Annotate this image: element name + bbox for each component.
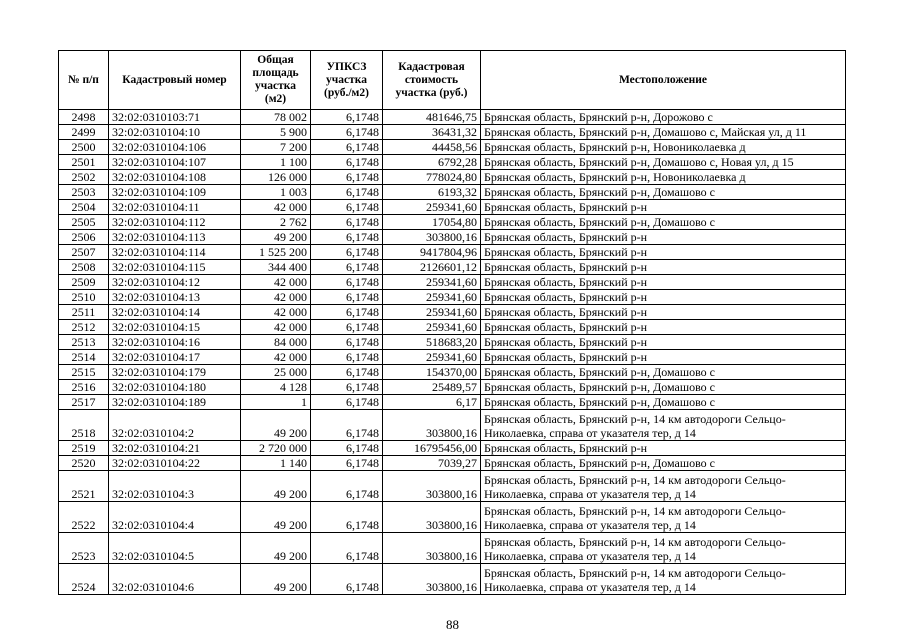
location-cell: Брянская область, Брянский р-н, Дорожово с [481,110,846,125]
table-row [59,275,846,290]
location-cell: Брянская область, Брянский р-н, Домашово с [481,456,846,471]
row-number-cell: 2509 [59,275,109,290]
area-cell: 1 [241,395,311,410]
upks-cell: 6,1748 [311,125,383,140]
table-row [59,395,846,410]
cadastral-cost-cell: 303800,16 [383,230,481,245]
location-cell: Брянская область, Брянский р-н, 14 км автодороги Сельцо-Николаевка, справа от указателя тер, д 14 [481,564,846,595]
cadastral-cost-cell: 6792,28 [383,155,481,170]
location-cell: Брянская область, Брянский р-н, Новониколаевка д [481,140,846,155]
area-cell: 49 200 [241,410,311,441]
row-number-cell: 2516 [59,380,109,395]
cadastral-number-cell: 32:02:0310104:5 [109,533,241,564]
row-number-cell: 2514 [59,350,109,365]
cadastral-number-cell: 32:02:0310104:11 [109,200,241,215]
area-cell: 2 720 000 [241,441,311,456]
location-cell: Брянская область, Брянский р-н, 14 км автодороги Сельцо-Николаевка, справа от указателя тер, д 14 [481,533,846,564]
location-cell: Брянская область, Брянский р-н [481,320,846,335]
row-number-cell: 2513 [59,335,109,350]
page-number: 88 [446,617,459,632]
cadastral-number-cell: 32:02:0310104:107 [109,155,241,170]
table-row [59,290,846,305]
area-cell: 2 762 [241,215,311,230]
upks-cell: 6,1748 [311,533,383,564]
area-cell: 42 000 [241,320,311,335]
cadastral-cost-cell: 259341,60 [383,275,481,290]
table-row [59,320,846,335]
header-cadastral-number: Кадастровый номер [109,51,241,110]
row-number-cell: 2507 [59,245,109,260]
table-row [59,471,846,502]
cadastral-number-cell: 32:02:0310104:106 [109,140,241,155]
cadastral-cost-cell: 44458,56 [383,140,481,155]
cadastral-cost-cell: 259341,60 [383,350,481,365]
cadastral-number-cell: 32:02:0310104:113 [109,230,241,245]
cadastral-number-cell: 32:02:0310104:3 [109,471,241,502]
row-number-cell: 2523 [59,533,109,564]
area-cell: 42 000 [241,290,311,305]
cadastral-number-cell: 32:02:0310104:16 [109,335,241,350]
cadastral-number-cell: 32:02:0310104:114 [109,245,241,260]
area-cell: 49 200 [241,230,311,245]
upks-cell: 6,1748 [311,215,383,230]
area-cell: 126 000 [241,170,311,185]
area-cell: 344 400 [241,260,311,275]
row-number-cell: 2508 [59,260,109,275]
row-number-cell: 2510 [59,290,109,305]
location-cell: Брянская область, Брянский р-н, Домашово с [481,365,846,380]
cadastral-cost-cell: 25489,57 [383,380,481,395]
upks-cell: 6,1748 [311,335,383,350]
upks-cell: 6,1748 [311,380,383,395]
row-number-cell: 2499 [59,125,109,140]
area-cell: 42 000 [241,275,311,290]
row-number-cell: 2522 [59,502,109,533]
upks-cell: 6,1748 [311,441,383,456]
table-row [59,200,846,215]
row-number-cell: 2524 [59,564,109,595]
table-row [59,140,846,155]
cadastral-cost-cell: 303800,16 [383,410,481,441]
cadastral-number-cell: 32:02:0310104:10 [109,125,241,140]
cadastral-number-cell: 32:02:0310104:2 [109,410,241,441]
area-cell: 5 900 [241,125,311,140]
cadastral-cost-cell: 518683,20 [383,335,481,350]
table-row [59,564,846,595]
location-cell: Брянская область, Брянский р-н, Новониколаевка д [481,170,846,185]
cadastral-cost-cell: 9417804,96 [383,245,481,260]
location-cell: Брянская область, Брянский р-н, Домашово с [481,380,846,395]
cadastral-cost-cell: 259341,60 [383,290,481,305]
table-row [59,170,846,185]
cadastral-number-cell: 32:02:0310104:13 [109,290,241,305]
row-number-cell: 2512 [59,320,109,335]
cadastral-number-cell: 32:02:0310104:14 [109,305,241,320]
cadastral-number-cell: 32:02:0310104:17 [109,350,241,365]
row-number-cell: 2517 [59,395,109,410]
row-number-cell: 2506 [59,230,109,245]
area-cell: 42 000 [241,350,311,365]
area-cell: 78 002 [241,110,311,125]
table-row [59,305,846,320]
table-row [59,230,846,245]
upks-cell: 6,1748 [311,140,383,155]
row-number-cell: 2502 [59,170,109,185]
location-cell: Брянская область, Брянский р-н [481,200,846,215]
header-area: Общая площадь участка (м2) [241,51,311,110]
upks-cell: 6,1748 [311,110,383,125]
location-cell: Брянская область, Брянский р-н, 14 км автодороги Сельцо-Николаевка, справа от указателя тер, д 14 [481,410,846,441]
location-cell: Брянская область, Брянский р-н, Домашово с [481,215,846,230]
table-row [59,335,846,350]
upks-cell: 6,1748 [311,502,383,533]
row-number-cell: 2498 [59,110,109,125]
cadastral-number-cell: 32:02:0310104:6 [109,564,241,595]
cadastral-cost-cell: 303800,16 [383,502,481,533]
upks-cell: 6,1748 [311,471,383,502]
location-cell: Брянская область, Брянский р-н [481,245,846,260]
cadastral-table [58,50,846,595]
table-row [59,215,846,230]
cadastral-cost-cell: 2126601,12 [383,260,481,275]
cadastral-cost-cell: 259341,60 [383,305,481,320]
row-number-cell: 2520 [59,456,109,471]
upks-cell: 6,1748 [311,564,383,595]
upks-cell: 6,1748 [311,305,383,320]
cadastral-number-cell: 32:02:0310104:108 [109,170,241,185]
area-cell: 1 140 [241,456,311,471]
table-row [59,380,846,395]
row-number-cell: 2511 [59,305,109,320]
location-cell: Брянская область, Брянский р-н [481,335,846,350]
location-cell: Брянская область, Брянский р-н [481,290,846,305]
upks-cell: 6,1748 [311,170,383,185]
table-row [59,502,846,533]
area-cell: 1 525 200 [241,245,311,260]
upks-cell: 6,1748 [311,290,383,305]
table-row [59,410,846,441]
upks-cell: 6,1748 [311,395,383,410]
row-number-cell: 2519 [59,441,109,456]
location-cell: Брянская область, Брянский р-н [481,441,846,456]
table-row [59,125,846,140]
cadastral-cost-cell: 16795456,00 [383,441,481,456]
cadastral-cost-cell: 6193,32 [383,185,481,200]
upks-cell: 6,1748 [311,260,383,275]
upks-cell: 6,1748 [311,185,383,200]
area-cell: 49 200 [241,471,311,502]
area-cell: 49 200 [241,564,311,595]
location-cell: Брянская область, Брянский р-н [481,230,846,245]
header-num: № п/п [59,51,109,110]
area-cell: 49 200 [241,533,311,564]
table-row [59,260,846,275]
header-upks: УПКСЗ участка (руб./м2) [311,51,383,110]
cadastral-number-cell: 32:02:0310104:12 [109,275,241,290]
cadastral-number-cell: 32:02:0310103:71 [109,110,241,125]
cadastral-cost-cell: 7039,27 [383,456,481,471]
upks-cell: 6,1748 [311,230,383,245]
location-cell: Брянская область, Брянский р-н, Домашово с, Новая ул, д 15 [481,155,846,170]
cadastral-cost-cell: 303800,16 [383,533,481,564]
upks-cell: 6,1748 [311,320,383,335]
cadastral-number-cell: 32:02:0310104:21 [109,441,241,456]
upks-cell: 6,1748 [311,275,383,290]
upks-cell: 6,1748 [311,365,383,380]
cadastral-number-cell: 32:02:0310104:189 [109,395,241,410]
cadastral-cost-cell: 17054,80 [383,215,481,230]
area-cell: 49 200 [241,502,311,533]
location-cell: Брянская область, Брянский р-н [481,260,846,275]
area-cell: 42 000 [241,305,311,320]
cadastral-cost-cell: 154370,00 [383,365,481,380]
row-number-cell: 2521 [59,471,109,502]
row-number-cell: 2501 [59,155,109,170]
upks-cell: 6,1748 [311,155,383,170]
table-row [59,533,846,564]
cadastral-cost-cell: 6,17 [383,395,481,410]
table-row [59,350,846,365]
table-row [59,245,846,260]
area-cell: 4 128 [241,380,311,395]
area-cell: 7 200 [241,140,311,155]
cadastral-cost-cell: 778024,80 [383,170,481,185]
cadastral-number-cell: 32:02:0310104:109 [109,185,241,200]
cadastral-number-cell: 32:02:0310104:115 [109,260,241,275]
table-row [59,456,846,471]
row-number-cell: 2503 [59,185,109,200]
table-row [59,185,846,200]
cadastral-number-cell: 32:02:0310104:112 [109,215,241,230]
row-number-cell: 2504 [59,200,109,215]
upks-cell: 6,1748 [311,456,383,471]
cadastral-cost-cell: 303800,16 [383,471,481,502]
cadastral-number-cell: 32:02:0310104:22 [109,456,241,471]
upks-cell: 6,1748 [311,350,383,365]
cadastral-cost-cell: 36431,32 [383,125,481,140]
row-number-cell: 2500 [59,140,109,155]
location-cell: Брянская область, Брянский р-н, Домашово с [481,185,846,200]
table-body [59,110,846,595]
cadastral-number-cell: 32:02:0310104:180 [109,380,241,395]
area-cell: 1 100 [241,155,311,170]
cadastral-number-cell: 32:02:0310104:4 [109,502,241,533]
cadastral-number-cell: 32:02:0310104:15 [109,320,241,335]
area-cell: 42 000 [241,200,311,215]
upks-cell: 6,1748 [311,200,383,215]
header-row [59,51,846,110]
location-cell: Брянская область, Брянский р-н, Домашово с [481,395,846,410]
area-cell: 25 000 [241,365,311,380]
cadastral-cost-cell: 259341,60 [383,200,481,215]
cadastral-number-cell: 32:02:0310104:179 [109,365,241,380]
upks-cell: 6,1748 [311,245,383,260]
location-cell: Брянская область, Брянский р-н [481,350,846,365]
table-row [59,110,846,125]
table-row [59,365,846,380]
location-cell: Брянская область, Брянский р-н [481,305,846,320]
row-number-cell: 2505 [59,215,109,230]
cadastral-cost-cell: 259341,60 [383,320,481,335]
location-cell: Брянская область, Брянский р-н, 14 км автодороги Сельцо-Николаевка, справа от указателя тер, д 14 [481,502,846,533]
row-number-cell: 2518 [59,410,109,441]
location-cell: Брянская область, Брянский р-н, Домашово с, Майская ул, д 11 [481,125,846,140]
cadastral-cost-cell: 481646,75 [383,110,481,125]
table-row [59,155,846,170]
area-cell: 1 003 [241,185,311,200]
table-row [59,441,846,456]
header-location: Местоположение [481,51,846,110]
row-number-cell: 2515 [59,365,109,380]
header-cadastral-cost: Кадастровая стоимость участка (руб.) [383,51,481,110]
cadastral-cost-cell: 303800,16 [383,564,481,595]
upks-cell: 6,1748 [311,410,383,441]
location-cell: Брянская область, Брянский р-н, 14 км автодороги Сельцо-Николаевка, справа от указателя тер, д 14 [481,471,846,502]
location-cell: Брянская область, Брянский р-н [481,275,846,290]
table-header [59,51,846,110]
area-cell: 84 000 [241,335,311,350]
